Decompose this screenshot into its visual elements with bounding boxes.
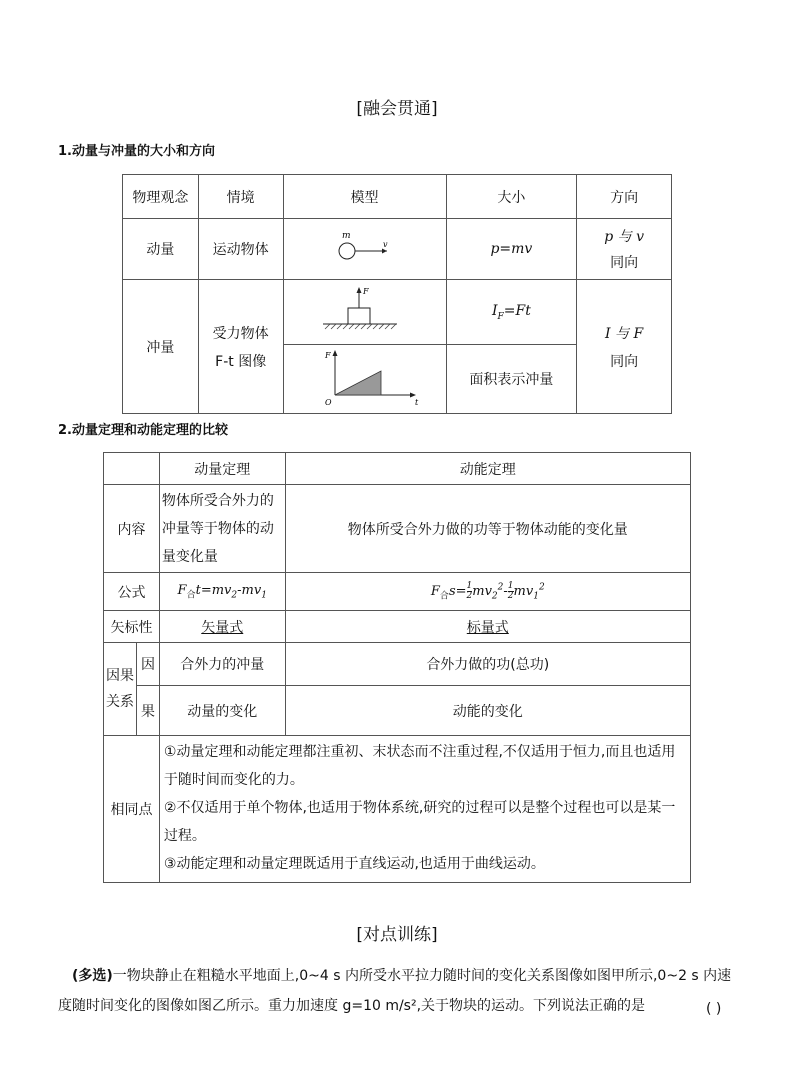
exercise-question: [58, 961, 740, 1021]
vector-energy: 标量式: [285, 611, 690, 643]
direction-momentum-line1: p 与 v: [604, 229, 645, 245]
direction-momentum: [577, 219, 672, 280]
label-content: 内容: [104, 485, 160, 573]
heading-momentum-impulse: 1.动量与冲量的大小和方向: [58, 144, 215, 159]
common-point-1: ①动量定理和动能定理都注重初、末状态而不注重过程,不仅适用于恒力,而且也适用于随时间而变化的力。: [163, 744, 676, 788]
header-energy-theorem: 动能定理: [285, 453, 690, 485]
size-momentum-formula: p=mv: [446, 219, 577, 280]
force-block-diagram: [285, 280, 445, 340]
table-theorem-comparison: [103, 452, 691, 883]
label-vector-scalar: 矢标性: [104, 611, 160, 643]
header-size: 大小: [446, 175, 577, 219]
content-energy: 物体所受合外力做的功等于物体动能的变化量: [285, 485, 690, 573]
table2-row-common: [104, 736, 691, 883]
model-moving-ball: [283, 219, 446, 280]
situation-impulse-line1: 受力物体: [212, 325, 269, 342]
header-situation: 情境: [198, 175, 283, 219]
label-formula: 公式: [104, 573, 160, 611]
effect-momentum: 动量的变化: [159, 686, 285, 736]
ft-graph-diagram: [285, 345, 445, 409]
common-point-3: ③动能定理和动量定理既适用于直线运动,也适用于曲线运动。: [163, 856, 545, 872]
common-point-2: ②不仅适用于单个物体,也适用于物体系统,研究的过程可以是整个过程也可以是某一过程。: [163, 800, 676, 844]
effect-energy: 动能的变化: [285, 686, 690, 736]
graph-t-axis-label: t: [414, 398, 418, 407]
table1-row-impulse-a: [123, 280, 672, 345]
situation-impulse: [198, 280, 283, 414]
label-cause: 因: [136, 643, 159, 686]
header-concept: 物理观念: [123, 175, 199, 219]
cause-energy: 合外力做的功(总功): [285, 643, 690, 686]
vector-momentum: 矢量式: [159, 611, 285, 643]
size-area-impulse: 面积表示冲量: [446, 345, 577, 414]
section-title-practice: [对点训练]: [356, 925, 438, 945]
table-momentum-impulse: [122, 174, 672, 414]
situation-moving-object: 运动物体: [198, 219, 283, 280]
concept-impulse: 冲量: [123, 280, 199, 414]
model-force-block: [283, 280, 446, 345]
exercise-text: 一物块静止在粗糙水平地面上,0~4 s 内所受水平拉力随时间的变化关系图像如图甲所示,0~2 s 内速度随时间变化的图像如图乙所示。重力加速度 g=10 m/s²,关于物块的运动。下列说法正确的是: [58, 968, 732, 1014]
header-model: 模型: [283, 175, 446, 219]
table1-row-momentum: [123, 219, 672, 280]
graph-origin-label: O: [324, 398, 332, 407]
cause-momentum: 合外力的冲量: [159, 643, 285, 686]
graph-f-axis-label: F: [324, 351, 331, 360]
table1-header-row: [123, 175, 672, 219]
label-common: 相同点: [104, 736, 160, 883]
moving-ball-diagram: [285, 219, 445, 275]
table2-row-cause: [104, 643, 691, 686]
situation-impulse-line2: F-t 图像: [215, 353, 267, 370]
content-momentum: 物体所受合外力的冲量等于物体的动量变化量: [159, 485, 285, 573]
table2-header-row: [104, 453, 691, 485]
direction-impulse: [577, 280, 672, 414]
answer-bracket[interactable]: ( ): [706, 1001, 722, 1017]
formula-energy: $F_合s=$ $\frac{1}{2}$ $mv_2^2-$ $\frac{1}{2}$ $mv_1^2$: [285, 573, 690, 611]
model-ft-graph: [283, 345, 446, 414]
concept-momentum: 动量: [123, 219, 199, 280]
heading-theorem-comparison: 2.动量定理和动能定理的比较: [58, 423, 228, 438]
size-impulse-formula: $I_F=Ft$: [446, 280, 577, 345]
velocity-label: v: [382, 240, 388, 249]
label-effect: 果: [136, 686, 159, 736]
mass-label: m: [341, 231, 351, 241]
force-label: F: [362, 287, 369, 296]
table2-row-formula: [104, 573, 691, 611]
formula-momentum: $F_合t=mv_2-mv_1$: [159, 573, 285, 611]
section-title-integration: [融会贯通]: [356, 99, 438, 119]
direction-momentum-line2: 同向: [610, 255, 639, 271]
header-direction: 方向: [577, 175, 672, 219]
header-empty: [104, 453, 160, 485]
common-points: [159, 736, 690, 883]
direction-impulse-line2: 同向: [610, 353, 639, 370]
table2-row-vector: [104, 611, 691, 643]
label-causal: 因果关系: [104, 643, 137, 736]
header-momentum-theorem: 动量定理: [159, 453, 285, 485]
table2-row-effect: [104, 686, 691, 736]
table2-row-content: [104, 485, 691, 573]
direction-impulse-line1: I 与 F: [605, 325, 644, 342]
exercise-tag: (多选): [72, 968, 113, 984]
